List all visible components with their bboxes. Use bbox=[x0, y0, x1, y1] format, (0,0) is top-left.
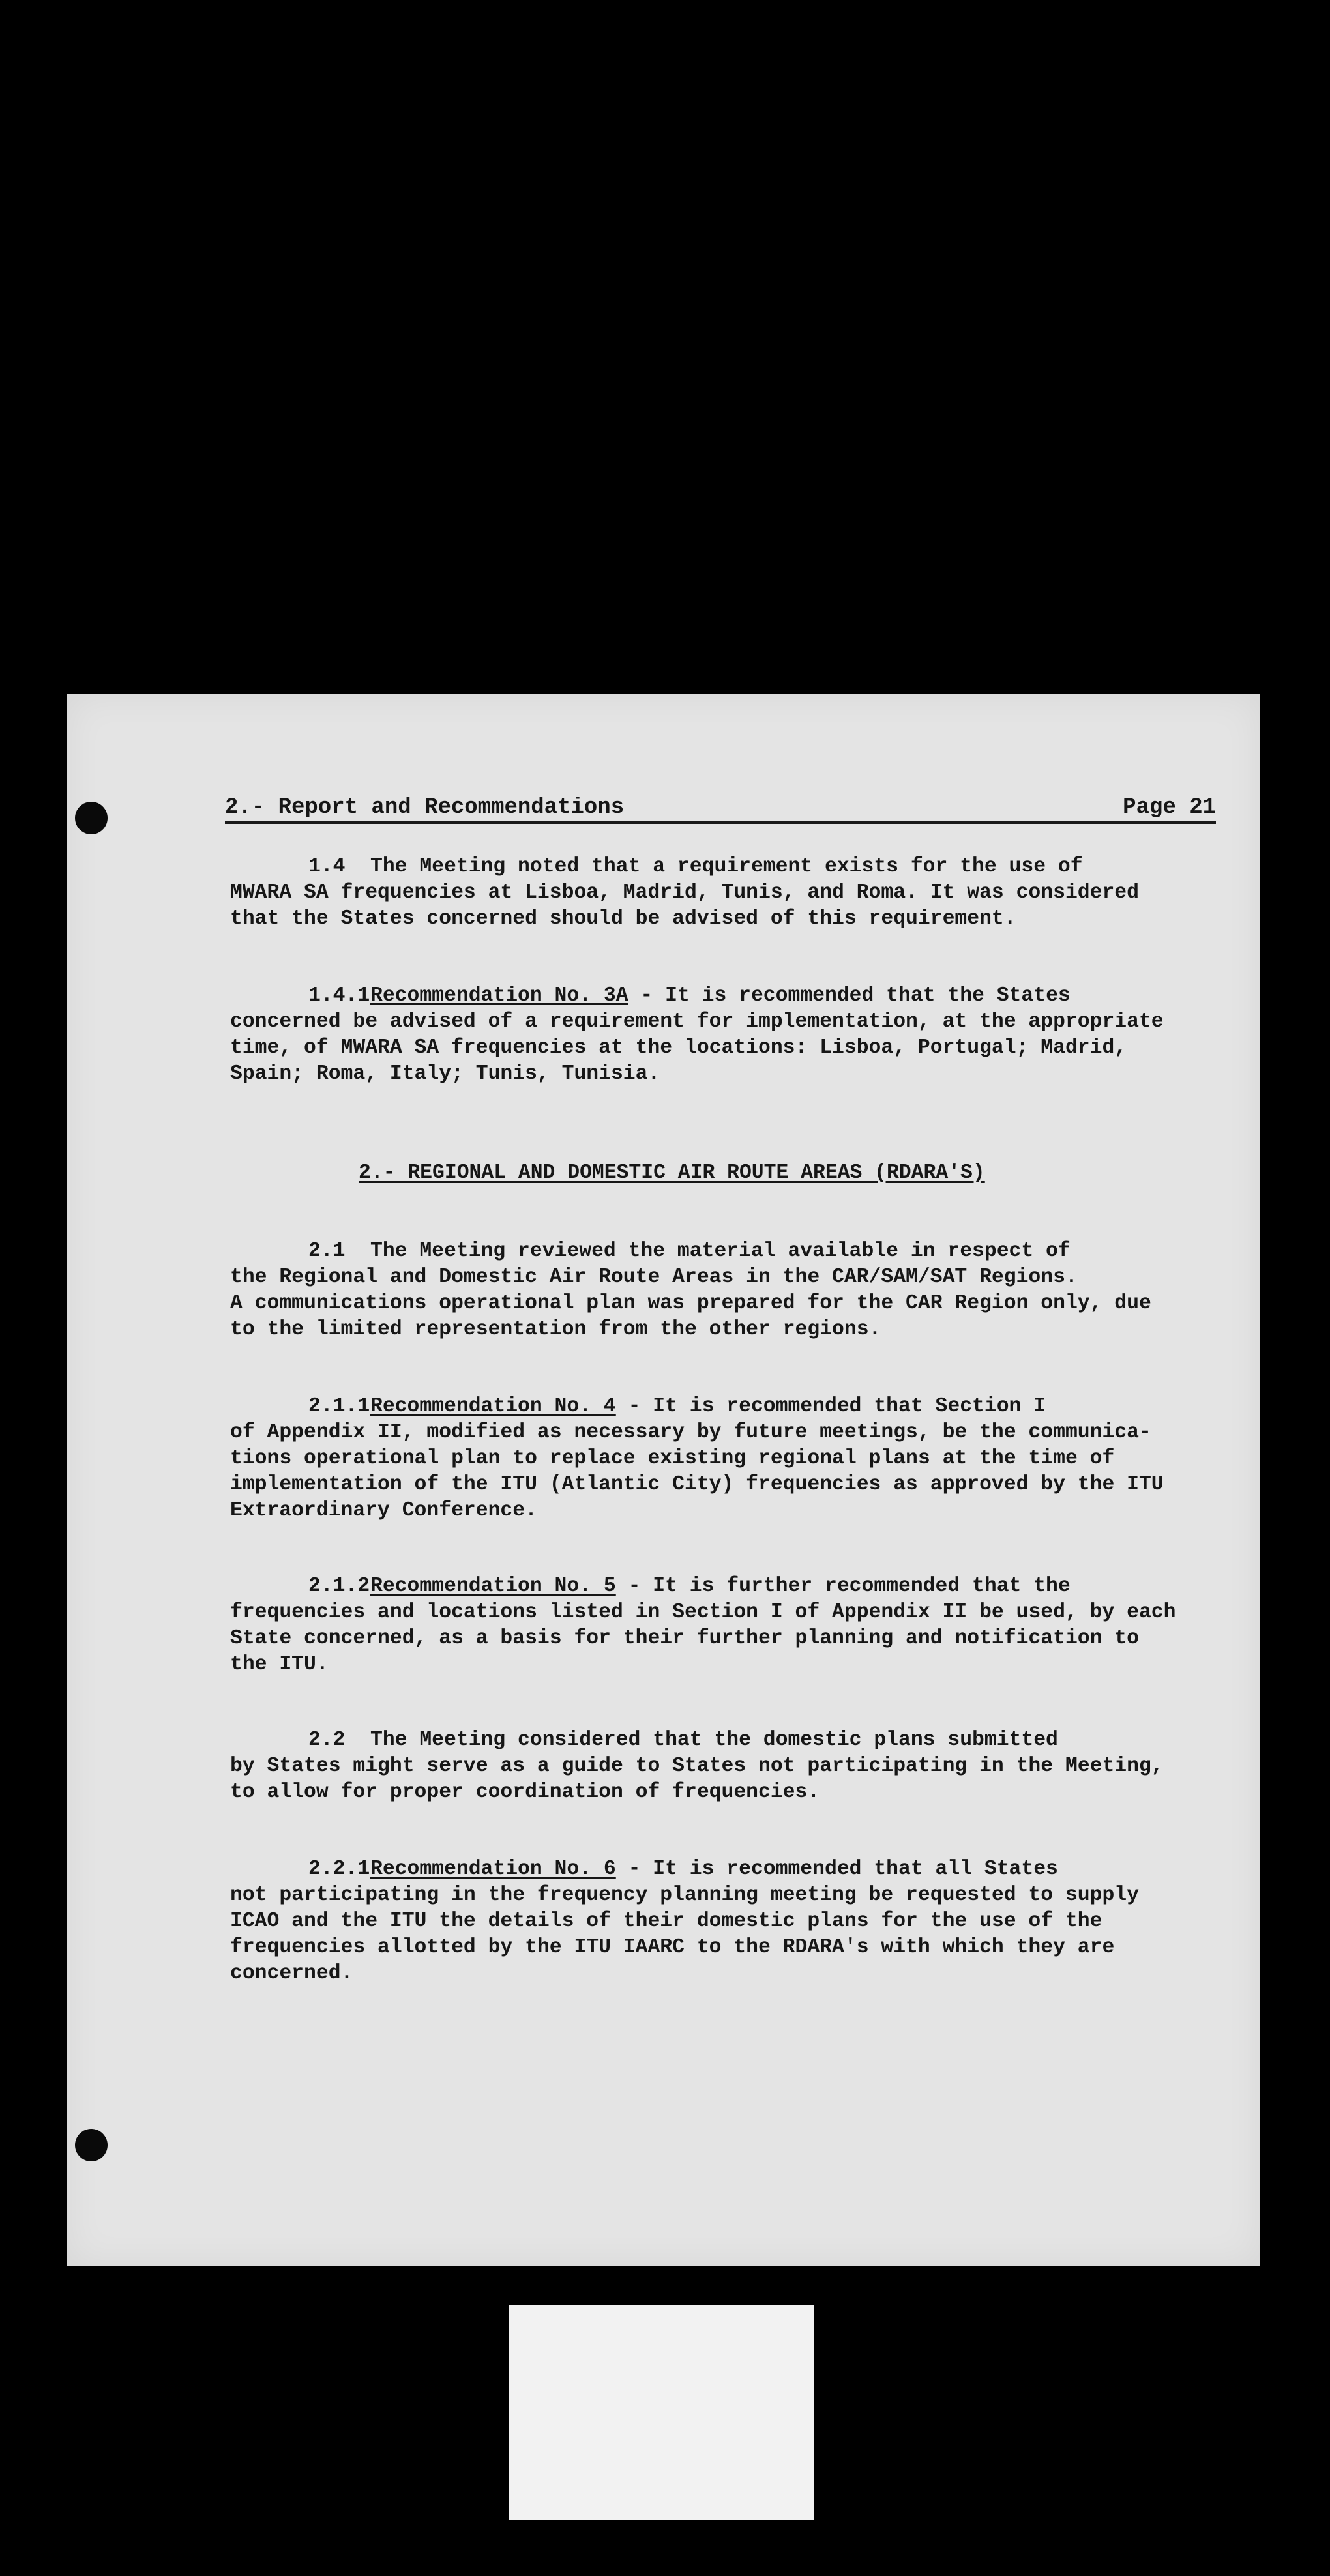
paragraph-text: the Regional and Domestic Air Route Areas in the CAR/SAM/SAT Regions. A communications operational plan was prepared for the CAR Region only, due to the limited representation from the other regions. bbox=[230, 1266, 1151, 1341]
paragraph-number: 1.4 bbox=[308, 855, 346, 878]
paragraph-number: 2.1.2 bbox=[308, 1575, 370, 1598]
recommendation-title: Recommendation No. 4 bbox=[370, 1395, 616, 1418]
paragraph-first-line: - It is recommended that the States bbox=[628, 984, 1071, 1007]
paragraph-first-line: The Meeting reviewed the material available in respect of bbox=[370, 1240, 1071, 1263]
paragraph-number: 2.1 bbox=[308, 1240, 346, 1263]
paragraph-number: 2.2 bbox=[308, 1729, 346, 1751]
paragraph-number: 1.4.1 bbox=[308, 984, 370, 1007]
punch-hole-top bbox=[75, 802, 108, 834]
page-number: Page 21 bbox=[1123, 795, 1216, 820]
page-header bbox=[225, 794, 1216, 824]
paragraph-text: concerned be advised of a requirement for implementation, at the appropriate time, of MWARA SA frequencies at the locations: Lisboa, Portugal; Madrid, Spain; Roma, Italy; Tunis, Tunisia. bbox=[230, 1010, 1164, 1085]
paragraph-2-1 bbox=[230, 1238, 1234, 1343]
paragraph-text: not participating in the frequency planning meeting be requested to supply ICAO and the ITU the details of their domestic plans for the use of the frequencies allotted by the ITU IAARC to the RDARA's with which they are concerned. bbox=[230, 1884, 1139, 1985]
paragraph-number: 2.2.1 bbox=[308, 1858, 370, 1881]
recommendation-title: Recommendation No. 6 bbox=[370, 1858, 616, 1881]
paragraph-text: by States might serve as a guide to States not participating in the Meeting, to allow for proper coordination of frequencies. bbox=[230, 1755, 1164, 1804]
paragraph-first-line: The Meeting noted that a requirement exists for the use of bbox=[370, 855, 1083, 878]
recommendation-title: Recommendation No. 3A bbox=[370, 984, 628, 1007]
paragraph-2-1-1 bbox=[230, 1394, 1234, 1524]
paragraph-2-2-1 bbox=[230, 1856, 1234, 1987]
section-title: 2.- Report and Recommendations bbox=[225, 795, 625, 820]
blank-card bbox=[509, 2305, 814, 2520]
paragraph-first-line: - It is recommended that all States bbox=[615, 1858, 1058, 1881]
paragraph-text: frequencies and locations listed in Section I of Appendix II be used, by each State concerned, as a basis for their further planning and notification to the ITU. bbox=[230, 1601, 1176, 1676]
paragraph-2-1-2 bbox=[230, 1573, 1234, 1678]
paragraph-text: of Appendix II, modified as necessary by future meetings, be the communica- tions operational plan to replace existing regional plans at the time of implementation of the ITU (Atlantic City) frequencies as approved by the ITU Extraordinary Conference. bbox=[230, 1421, 1164, 1522]
paragraph-text: MWARA SA frequencies at Lisboa, Madrid, Tunis, and Roma. It was considered that the States concerned should be advised of this requirement. bbox=[230, 881, 1139, 930]
paragraph-number: 2.1.1 bbox=[308, 1395, 370, 1418]
paragraph-first-line: The Meeting considered that the domestic plans submitted bbox=[370, 1729, 1058, 1751]
paragraph-1-4 bbox=[230, 854, 1234, 932]
recommendation-title: Recommendation No. 5 bbox=[370, 1575, 616, 1598]
paragraph-2-2 bbox=[230, 1727, 1234, 1806]
paragraph-1-4-1 bbox=[230, 983, 1234, 1087]
punch-hole-bottom bbox=[75, 2129, 108, 2161]
section-heading: 2.- REGIONAL AND DOMESTIC AIR ROUTE AREAS (RDARA'S) bbox=[359, 1162, 985, 1184]
paragraph-first-line: - It is further recommended that the bbox=[615, 1575, 1071, 1598]
paragraph-first-line: - It is recommended that Section I bbox=[615, 1395, 1046, 1418]
